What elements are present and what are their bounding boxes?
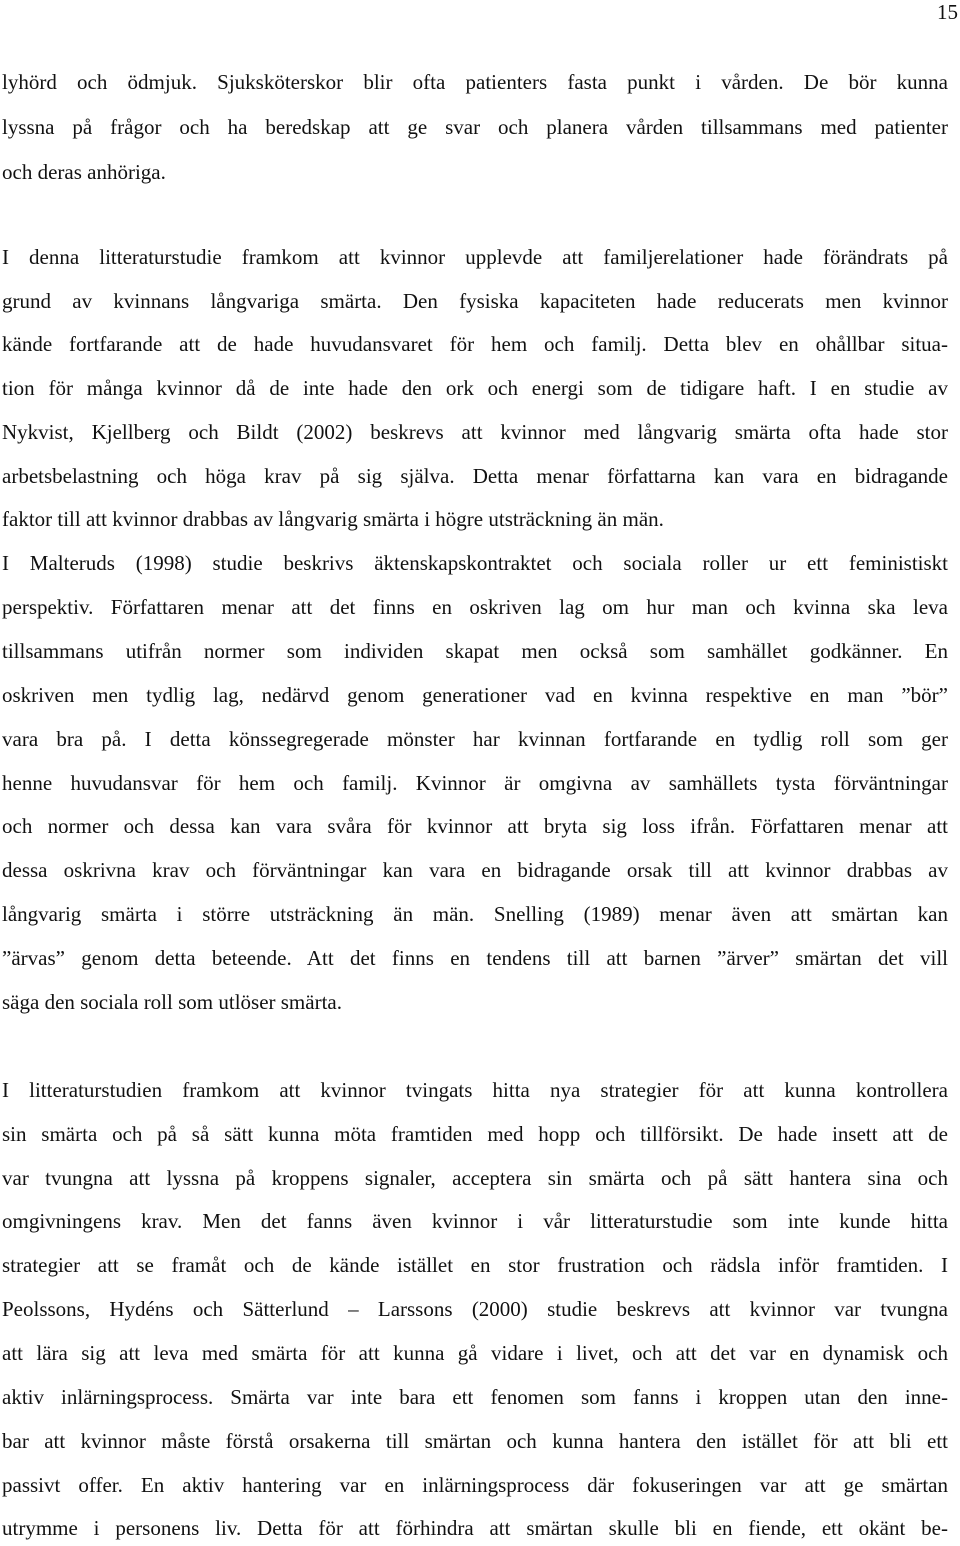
text-line: bar att kvinnor måste förstå orsakerna till smärtan och kunna hantera den istället för att bli ett: [2, 1429, 948, 1453]
text-line: henne huvudansvar för hem och familj. Kvinnor är omgivna av samhällets tysta förväntningar: [2, 771, 948, 795]
text-line: omgivningens krav. Men det fanns även kvinnor i vår litteraturstudie som inte kunde hitta: [2, 1209, 948, 1233]
text-line: I litteraturstudien framkom att kvinnor tvingats hitta nya strategier för att kunna kontrollera: [2, 1078, 948, 1102]
text-line: ”ärvas” genom detta beteende. Att det finns en tendens till att barnen ”ärver” smärtan det vill: [2, 946, 948, 970]
text-line: lyhörd och ödmjuk. Sjuksköterskor blir ofta patienters fasta punkt i vården. De bör kunna: [2, 70, 948, 94]
text-line: aktiv inlärningsprocess. Smärta var inte bara ett fenomen som fanns i kroppen utan den inne-: [2, 1385, 948, 1409]
text-line: och normer och dessa kan vara svåra för kvinnor att bryta sig loss ifrån. Författaren menar att: [2, 814, 948, 838]
text-line: arbetsbelastning och höga krav på sig själva. Detta menar författarna kan vara en bidragande: [2, 464, 948, 488]
text-line: utrymme i personens liv. Detta för att förhindra att smärtan skulle bli en fiende, ett okänt be-: [2, 1516, 948, 1540]
page-number: 15: [937, 0, 958, 24]
text-line: var tvungna att lyssna på kroppens signaler, acceptera sin smärta och på sätt hantera sina och: [2, 1166, 948, 1190]
text-line: faktor till att kvinnor drabbas av långvarig smärta i högre utsträckning än män.: [2, 507, 664, 531]
text-line: Nykvist, Kjellberg och Bildt (2002) beskrevs att kvinnor med långvarig smärta ofta hade stor: [2, 420, 948, 444]
text-line: att lära sig att leva med smärta för att kunna gå vidare i livet, och att det var en dynamisk och: [2, 1341, 948, 1365]
text-line: Peolssons, Hydéns och Sätterlund – Larssons (2000) studie beskrevs att kvinnor var tvungna: [2, 1297, 948, 1321]
text-line: perspektiv. Författaren menar att det finns en oskriven lag om hur man och kvinna ska leva: [2, 595, 948, 619]
text-line: oskriven men tydlig lag, nedärvd genom generationer vad en kvinna respektive en man ”bör”: [2, 683, 948, 707]
text-line: sin smärta och på så sätt kunna möta framtiden med hopp och tillförsikt. De hade insett att de: [2, 1122, 948, 1146]
text-line: lyssna på frågor och ha beredskap att ge svar och planera vården tillsammans med patienter: [2, 115, 948, 139]
text-line: I Malteruds (1998) studie beskrivs äktenskapskontraktet och sociala roller ur ett feministiskt: [2, 551, 948, 575]
text-line: vara bra på. I detta könssegregerade mönster har kvinnan fortfarande en tydlig roll som ger: [2, 727, 948, 751]
text-line: tillsammans utifrån normer som individen skapat men också som samhället godkänner. En: [2, 639, 948, 663]
text-line: dessa oskrivna krav och förväntningar kan vara en bidragande orsak till att kvinnor drabbas av: [2, 858, 948, 882]
text-line: grund av kvinnans långvariga smärta. Den fysiska kapaciteten hade reducerats men kvinnor: [2, 289, 948, 313]
text-line: passivt offer. En aktiv hantering var en inlärningsprocess där fokuseringen var att ge smärtan: [2, 1473, 948, 1497]
text-line: säga den sociala roll som utlöser smärta.: [2, 990, 342, 1014]
text-line: och deras anhöriga.: [2, 160, 166, 184]
text-line: långvarig smärta i större utsträckning än män. Snelling (1989) menar även att smärtan kan: [2, 902, 948, 926]
text-line: strategier att se framåt och de kände istället en stor frustration och rädsla inför framtiden. I: [2, 1253, 948, 1277]
text-line: tion för många kvinnor då de inte hade den ork och energi som de tidigare haft. I en studie av: [2, 376, 948, 400]
text-line: kände fortfarande att de hade huvudansvaret för hem och familj. Detta blev en ohållbar situa-: [2, 332, 948, 356]
text-line: I denna litteraturstudie framkom att kvinnor upplevde att familjerelationer hade förändrats på: [2, 245, 948, 269]
